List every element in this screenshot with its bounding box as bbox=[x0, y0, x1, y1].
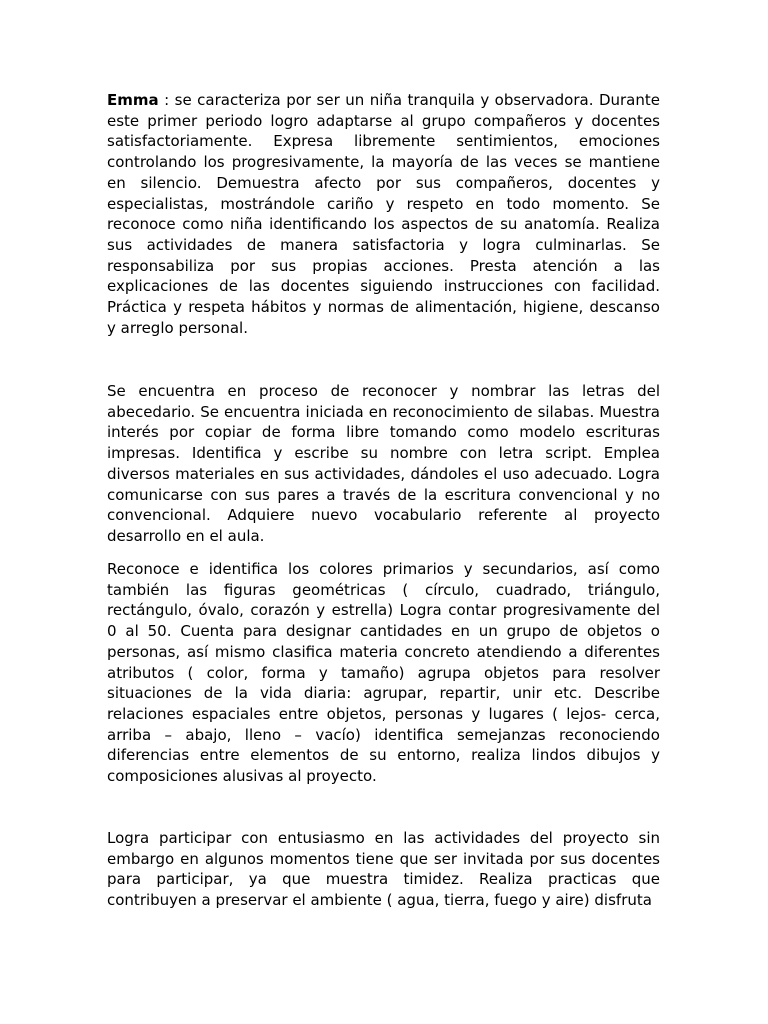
paragraph-1 bbox=[107, 90, 660, 338]
paragraph-4: Logra participar con entusiasmo en las actividades del proyecto sin embargo en algunos momentos tiene que ser invitada por sus docentes para participar, ya que muestra timidez. Realiza practicas que contribuyen a preservar el ambiente ( agua, tierra, fuego y aire) disfruta bbox=[107, 829, 660, 910]
student-name: Emma bbox=[107, 91, 159, 109]
paragraph-1-text: : se caracteriza por ser un niña tranquila y observadora. Durante este primer periodo logro adaptarse al grupo compañeros y docentes satisfactoriamente. Expresa libremente sentimientos, emociones controlando los progresivamente, la mayoría de las veces se mantiene en silencio. Demuestra afecto por sus compañeros, docentes y especialistas, mostrándole cariño y respeto en todo momento. Se reconoce como niña identificando los aspectos de su anatomía. Realiza sus actividades de manera satisfactoria y logra culminarlas. Se responsabiliza por sus propias acciones. Presta atención a las explicaciones de las docentes siguiendo instrucciones con facilidad. Práctica y respeta hábitos y normas de alimentación, higiene, descanso y arreglo personal. bbox=[107, 91, 660, 337]
paragraph-2: Se encuentra en proceso de reconocer y nombrar las letras del abecedario. Se encuentra iniciada en reconocimiento de silabas. Muestra interés por copiar de forma libre tomando como modelo escrituras impresas. Identifica y escribe su nombre con letra script. Emplea diversos materiales en sus actividades, dándoles el uso adecuado. Logra comunicarse con sus pares a través de la escritura convencional y no convencional. Adquiere nuevo vocabulario referente al proyecto desarrollo en el aula. bbox=[107, 382, 660, 545]
paragraph-3: Reconoce e identifica los colores primarios y secundarios, así como también las figuras geométricas ( círculo, cuadrado, triángulo, rectángulo, óvalo, corazón y estrella) Logra contar progresivamente del 0 al 50. Cuenta para designar cantidades en un grupo de objetos o personas, así mismo clasifica materia concreto atendiendo a diferentes atributos ( color, forma y tamaño) agrupa objetos para resolver situaciones de la vida diaria: agrupar, repartir, unir etc. Describe relaciones espaciales entre objetos, personas y lugares ( lejos- cerca, arriba – abajo, lleno – vacío) identifica semejanzas reconociendo diferencias entre elementos de su entorno, realiza lindos dibujos y composiciones alusivas al proyecto. bbox=[107, 560, 660, 786]
